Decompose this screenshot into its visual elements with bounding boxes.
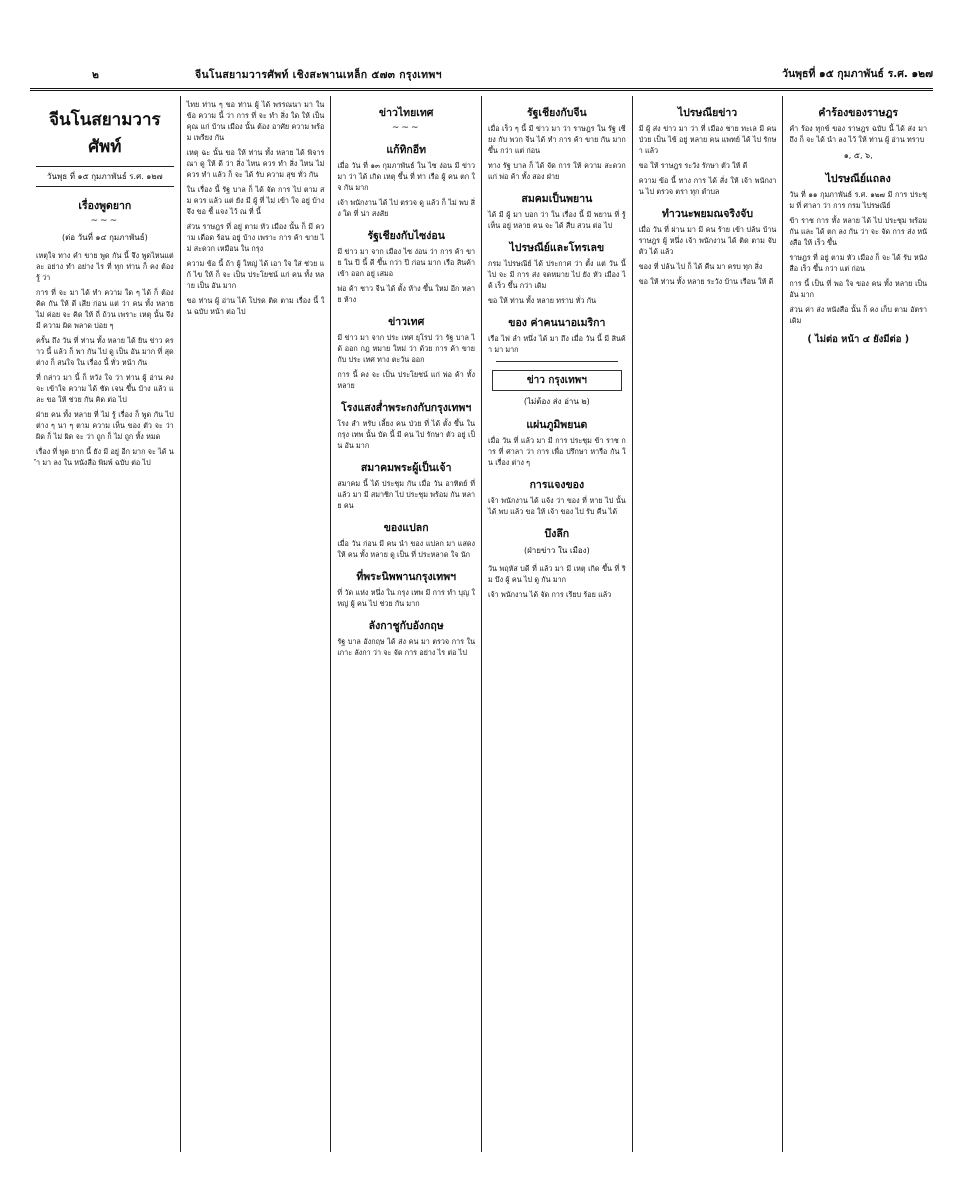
article-paragraph: เรื่อง ที่ พูด ยาก นี้ ยัง มี อยู่ อีก มาก จะ ได้ นำ มา ลง ใน หนังสือ พิมพ์ ฉบับ ต่อ ไป [36, 447, 174, 467]
article-heading: ไปรษณียข่าว [677, 107, 738, 119]
column-5 [633, 96, 784, 1152]
article-paragraph: ขอ ท่าน ผู้ อ่าน ได้ โปรด ติด ตาม เรื่อง นี้ ใน ฉบับ หน้า ต่อ ไป [186, 296, 325, 316]
column-2 [181, 96, 332, 1152]
article-paragraph: ไทย ท่าน ๆ ขอ ท่าน ผู้ ได้ พรรณนา มา ใน ข้อ ความ นี้ ว่า การ ที่ จะ ทำ สิ่ง ใด ให้ เป็น คุณ แก่ บ้าน เมือง นั้น ต้อง อาศัย ความ พร้อม เพรียง กัน [186, 100, 325, 142]
column-6 [783, 96, 933, 1152]
continued-note: ( ไม่ต่อ หน้า ๔ ยังมีต่อ ) [807, 334, 910, 345]
article-heading: ทำวนะพยมณจริงจับ [662, 208, 754, 220]
article-heading: โรงแสงส่ำพระกงกับกรุงเทพฯ [341, 402, 472, 414]
masthead: จีนโนสยามวารศัพท์ [49, 110, 161, 157]
article-paragraph: ราษฎร ที่ อยู่ ตาม หัว เมือง ก็ จะ ได้ รับ หนังสือ เร็ว ขึ้น กว่า แต่ ก่อน [789, 253, 928, 273]
article-paragraph: รัฐ บาล อังกฤษ ได้ ส่ง คน มา ตรวจ การ ใน เกาะ ลังกา ว่า จะ จัด การ อย่าง ไร ต่อ ไป [337, 637, 476, 657]
columns [30, 96, 933, 1152]
article-paragraph: เจ้า พนักงาน ได้ ไป ตรวจ ดู แล้ว ก็ ไม่ พบ สิ่ง ใด ที่ น่า สงสัย [337, 198, 476, 218]
article-paragraph: เมื่อ วัน ก่อน มี คน นำ ของ แปลก มา แสดง ให้ คน ทั้ง หลาย ดู เป็น ที่ ประหลาด ใจ นัก [337, 539, 476, 559]
paper-address: เชิงสะพานเหล็ก ๕๗๓ กรุงเทพฯ [292, 69, 442, 81]
divider [496, 361, 618, 362]
header-rule [30, 88, 933, 91]
article-heading: ของแปลก [383, 522, 429, 534]
column-3 [331, 96, 482, 1152]
column-4 [482, 96, 633, 1152]
article-paragraph: มี ผู้ ส่ง ข่าว มา ว่า ที่ เมือง ชาย ทะเล มี คน ป่วย เป็น ไข้ อยู่ หลาย คน แพทย์ ได้ ไป รักษา แล้ว [638, 124, 777, 155]
paper-title: จีนโนสยามวารศัพท์ [195, 69, 293, 81]
column-1 [30, 96, 181, 1152]
article-paragraph: สมาคม นี้ ได้ ประชุม กัน เมื่อ วัน อาทิตย์ ที่ แล้ว มา มี สมาชิก ไป ประชุม พร้อม กัน หลาย คน [337, 479, 476, 510]
article-paragraph: การ นี้ คง จะ เป็น ประโยชน์ แก่ พ่อ ค้า ทั้ง หลาย [337, 370, 476, 390]
article-paragraph: โรง สำ หรับ เลี้ยง คน ป่วย ที่ ได้ ตั้ง ขึ้น ใน กรุง เทพ นั้น บัด นี้ มี คน ไป รักษา ตัว อยู่ เป็น อัน มาก [337, 419, 476, 450]
article-paragraph: ที่ วัด แห่ง หนึ่ง ใน กรุง เทพ มี การ ทำ บุญ ใหญ่ ผู้ คน ไป ช่วย กัน มาก [337, 588, 476, 608]
article-paragraph: เจ้า พนักงาน ได้ แจ้ง ว่า ของ ที่ หาย ไป นั้น ได้ พบ แล้ว ขอ ให้ เจ้า ของ ไป รับ คืน ได้ [488, 496, 626, 516]
newspaper-page [30, 62, 933, 1152]
article-paragraph: มี ข่าว มา จาก ประ เทศ ยุโรป ว่า รัฐ บาล ได้ ออก กฎ หมาย ใหม่ ว่า ด้วย การ ค้า ขาย กับ ประ เทศ ทาง ตะวัน ออก [337, 333, 476, 364]
article-heading: ไปรษณีย์และโทรเลข [509, 242, 605, 254]
article-paragraph: เจ้า พนักงาน ได้ จัด การ เรียบ ร้อย แล้ว [488, 590, 612, 599]
article-paragraph: วัน พฤหัส บดี ที่ แล้ว มา มี เหตุ เกิด ขึ้น ที่ ริม บึง ผู้ คน ไป ดู กัน มาก [488, 564, 626, 584]
article-heading: บึงลึก [544, 528, 570, 540]
article-heading: แก้ทิกอีท [386, 144, 426, 156]
article-paragraph: เมื่อ เร็ว ๆ นี้ มี ข่าว มา ว่า ราษฎร ใน รัฐ เชียง กับ พวก จีน ได้ ทำ การ ค้า ขาย กัน มาก ขึ้น กว่า แต่ ก่อน [488, 124, 626, 155]
article-paragraph: เมื่อ วัน ที่ แล้ว มา มี การ ประชุม ข้า ราช การ ที่ ศาลา ว่า การ เพื่อ ปรึกษา หารือ กัน ใน เรื่อง ต่าง ๆ [488, 436, 626, 467]
article-paragraph: เมื่อ วัน ที่ ผ่าน มา มี คน ร้าย เข้า ปล้น บ้าน ราษฎร ผู้ หนึ่ง เจ้า พนักงาน ได้ ติด ตาม จับ ตัว ได้ แล้ว [638, 225, 777, 256]
article-paragraph: ของ ที่ ปล้น ไป ก็ ได้ คืน มา ครบ ทุก สิ่ง [638, 262, 763, 271]
article-paragraph: การ นี้ เป็น ที่ พอ ใจ ของ คน ทั้ง หลาย เป็น อัน มาก [789, 279, 928, 299]
header-date: วันพุธที่ ๑๕ กุมภาพันธ์ ร.ศ. ๑๒๗ [782, 68, 933, 80]
ornament: ~~~ [90, 216, 120, 226]
article-heading: ที่พระนิพพานกรุงเทพฯ [356, 571, 457, 583]
article-heading: คำร้องของราษฎร [818, 107, 899, 119]
article-paragraph: เหตุ ฉะ นั้น ขอ ให้ ท่าน ทั้ง หลาย ได้ พิจารณา ดู ให้ ดี ว่า สิ่ง ไหน ควร ทำ สิ่ง ไหน ไม่ ควร ทำ แล้ว ก็ จะ ได้ รับ ความ สุข ทั่ว กัน [186, 148, 325, 179]
article-paragraph: ข้า ราช การ ทั้ง หลาย ได้ ไป ประชุม พร้อม กัน และ ได้ ตก ลง กัน ว่า จะ จัด การ ส่ง หนังสือ ให้ เร็ว ขึ้น [789, 216, 928, 247]
article-paragraph: กรม ไปรษณีย์ ได้ ประกาศ ว่า ตั้ง แต่ วัน นี้ ไป จะ มี การ ส่ง จดหมาย ไป ยัง หัว เมือง ได้ เร็ว ขึ้น กว่า เดิม [488, 259, 626, 290]
article-paragraph: เหตุใจ ทาง คำ ขาย พูด กัน นี้ จึง พูดไหนแต่ ละ อย่าง ทำ อย่าง ไร ที่ ทุก ท่าน ก็ คง ต้อง รู้ ว่า [36, 251, 174, 282]
article-paragraph: ครั้น ถึง วัน ที่ ท่าน ทั้ง หลาย ได้ ยิน ข่าว คราว นี้ แล้ว ก็ พา กัน ไป ดู เป็น อัน มาก ที่ สุด ต่าง ก็ สนใจ ใน เรื่อง นี้ ทั่ว หน้า กัน [36, 336, 174, 367]
article-heading: รัฐเชียงกับไซง่อน [367, 230, 445, 242]
section-heading: ข่าวไทยเทศ [378, 107, 434, 119]
page-number: ๒ [92, 69, 99, 81]
section-box-heading: ข่าว กรุงเทพฯ [492, 370, 622, 391]
article-heading: รัฐเชียงกับจีน [526, 107, 587, 119]
article-heading: การแจงของ [529, 479, 585, 491]
article-heading: ลังกาชูกับอังกฤษ [368, 620, 444, 632]
article-paragraph: ขอ ให้ ท่าน ทั้ง หลาย ระวัง บ้าน เรือน ให้ ดี [638, 277, 774, 286]
article-paragraph: ขอ ให้ ราษฎร ระวัง รักษา ตัว ให้ ดี [638, 161, 748, 170]
dateline: วันพุธ ที่ ๑๕ กุมภาพันธ์ ร.ศ. ๑๒๗ [36, 166, 174, 187]
article-paragraph: เรือ ไฟ ลำ หนึ่ง ได้ มา ถึง เมื่อ วัน นี้ มี สินค้า มา มาก [488, 334, 626, 354]
article-paragraph: ความ ข้อ นี้ ถ้า ผู้ ใหญ่ ได้ เอา ใจ ใส่ ช่วย แก้ ไข ให้ ก็ จะ เป็น ประโยชน์ แก่ คน ทั้ง หลาย เป็น อัน มาก [186, 259, 325, 290]
numbered-note: ๑, ๕, ๖, [843, 151, 873, 160]
article-heading: ไปรษณีย์แถลง [825, 173, 891, 185]
article-heading: สมาคมพระผู้เป็นเจ้า [360, 462, 452, 474]
article-paragraph: ทาง รัฐ บาล ก็ ได้ จัด การ ให้ ความ สะดวก แก่ พ่อ ค้า ทั้ง สอง ฝ่าย [488, 161, 626, 181]
article-paragraph: วัน ที่ ๑๑ กุมภาพันธ์ ร.ศ. ๑๒๗ มี การ ประชุม ที่ ศาลา ว่า การ กรม ไปรษณีย์ [789, 190, 928, 210]
article-paragraph: ได้ มี ผู้ มา บอก ว่า ใน เรื่อง นี้ มี พยาน ที่ รู้ เห็น อยู่ หลาย คน จะ ได้ สืบ สวน ต่อ ไป [488, 210, 626, 230]
article-heading: สมคมเป็นพยาน [521, 193, 593, 205]
article-paragraph: ส่วน ราษฎร ที่ อยู่ ตาม หัว เมือง นั้น ก็ มี ความ เดือด ร้อน อยู่ บ้าง เพราะ การ ค้า ขาย ไม่ สะดวก เหมือน ใน กรุง [186, 222, 325, 253]
running-title [195, 66, 442, 83]
section-subheading: (ไม่ต้อง ส่ง อ่าน ๒) [523, 397, 590, 406]
article-paragraph: ขอ ให้ ท่าน ทั้ง หลาย ทราบ ทั่ว กัน [488, 296, 597, 305]
page-header [30, 62, 933, 88]
article-paragraph: ฝ่าย คน ทั้ง หลาย ที่ ไม่ รู้ เรื่อง ก็ พูด กัน ไป ต่าง ๆ นา ๆ ตาม ความ เห็น ของ ตัว จะ ว่า ผิด ก็ ไม่ ผิด จะ ว่า ถูก ก็ ไม่ ถูก ทั้ง หมด [36, 410, 174, 441]
ornament: ~~~ [391, 123, 421, 133]
article-paragraph: คำ ร้อง ทุกข์ ของ ราษฎร ฉบับ นี้ ได้ ส่ง มา ถึง ก็ จะ ได้ นำ ลง ไว้ ให้ ท่าน ผู้ อ่าน ทราบ [789, 124, 928, 144]
article-paragraph: ที่ กล่าว มา นี้ ก็ หวัง ใจ ว่า ท่าน ผู้ อ่าน คง จะ เข้าใจ ความ ได้ ชัด เจน ขึ้น บ้าง แล้ว และ ขอ ให้ ช่วย กัน คิด ต่อ ไป [36, 373, 174, 404]
article-heading: เรื่องพูดยาก [78, 200, 132, 212]
article-paragraph: ส่วน ค่า ส่ง หนังสือ นั้น ก็ คง เก็บ ตาม อัตรา เดิม [789, 305, 928, 325]
article-subheading: (ต่อ วันที่ ๑๔ กุมภาพันธ์) [61, 233, 148, 242]
article-heading: แผ่นภูมิพยนด [526, 419, 588, 431]
article-heading: ข่าวเทศ [388, 316, 425, 328]
article-paragraph: การ ที่ จะ มา ได้ ทำ ความ ใด ๆ ได้ ก็ ต้อง คิด กัน ให้ ดี เสีย ก่อน แต่ ว่า คน ทั้ง หลาย ไม่ ค่อย จะ คิด ให้ ถี่ ถ้วน เพราะ เหตุ นั้น จึง มี ความ ผิด พลาด บ่อย ๆ [36, 288, 174, 330]
article-heading: ของ ค่าคนนาอเมริกา [508, 317, 606, 329]
article-paragraph: เมื่อ วัน ที่ ๑๓ กุมภาพันธ์ ใน ไซ ง่อน มี ข่าว มา ว่า ได้ เกิด เหตุ ขึ้น ที่ ท่า เรือ ผู้ คน ตก ใจ กัน มาก [337, 161, 476, 192]
article-paragraph: ความ ข้อ นี้ ทาง การ ได้ สั่ง ให้ เจ้า พนักงาน ไป ตรวจ ตรา ทุก ตำบล [638, 176, 777, 196]
article-paragraph: พ่อ ค้า ชาว จีน ได้ ตั้ง ห้าง ขึ้น ใหม่ อีก หลาย ห้าง [337, 284, 476, 304]
article-paragraph: มี ข่าว มา จาก เมือง ไซ ง่อน ว่า การ ค้า ขาย ใน ปี นี้ ดี ขึ้น กว่า ปี ก่อน มาก เรือ สินค้า เข้า ออก อยู่ เสมอ [337, 247, 476, 278]
article-paragraph: ใน เรื่อง นี้ รัฐ บาล ก็ ได้ จัด การ ไป ตาม สม ควร แล้ว แต่ ยัง มี ผู้ ที่ ไม่ เข้า ใจ อยู่ บ้าง จึง ขอ ชี้ แจง ไว้ ณ ที่ นี้ [186, 185, 325, 216]
article-subheading: (ฝ่ายข่าว ใน เมือง) [523, 546, 590, 555]
